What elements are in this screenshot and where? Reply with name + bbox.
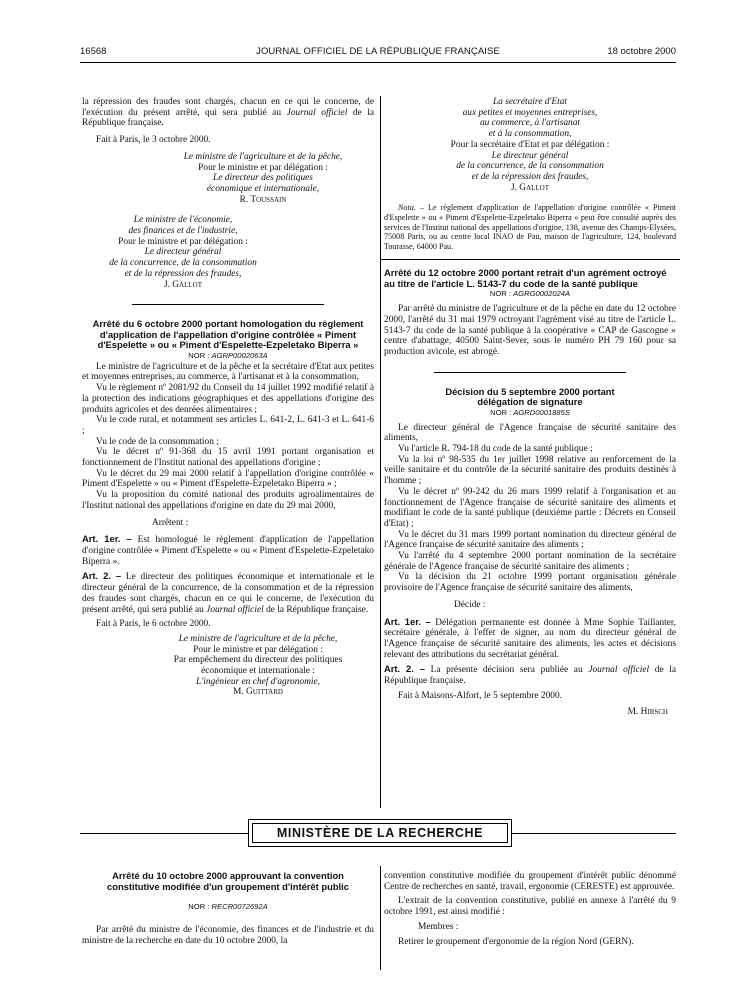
signatory-name: M. Guittard [233, 687, 283, 698]
paragraph: Vu le règlement nº 2081/92 du Conseil du 14 juillet 1992 modifié relatif à la protection des indications géographiques et des appellations d'origine des produits agricoles et des denrées alimentaires ; [82, 383, 374, 415]
ministry-banner [248, 819, 512, 847]
signature-guittard: Le ministre de l'agriculture et de la pêche, Pour le ministre et par délégation : Par empêchement du directeur des politiques économique et internationale : L'ingénieur en chef d'agronomie, M. Guittard [82, 634, 374, 698]
paragraph: Par arrêté du ministre de l'économie, des finances et de l'industrie et du ministre de la recherche en date du 10 octobre 2000, la [82, 924, 374, 946]
issue-date: 18 octobre 2000 [607, 46, 676, 57]
signature-agriculture: Le ministre de l'agriculture et de la pêche, Pour le ministre et par délégation : Le directeur des politiques économique et internationale, R. Toussain [82, 152, 374, 206]
paragraph: Le directeur général de l'Agence française de sécurité sanitaire des aliments, [384, 422, 676, 444]
paragraph: Vu la proposition du comité national des produits agroalimentaires de l'Institut national des appellations d'origine en date du 29 mai 2000, [82, 490, 374, 511]
paragraph: Vu le décret du 31 mars 1999 portant nomination du directeur général de l'Agence française de sécurité sanitaire des aliments ; [384, 529, 676, 551]
arretent-heading: Arrêtent : [152, 517, 189, 528]
paragraph: L'extrait de la convention constitutive, publié en annexe à l'arrêté du 9 octobre 1991, est ainsi modifié : [384, 896, 676, 918]
paragraph: Vu le décret du 29 mai 2000 relatif à l'appellation d'origine contrôlée « Piment d'Espelette » ou « Piment d'Espelette-Ezpeletako Biperra » ; [82, 468, 374, 490]
paragraph: Vu la loi nº 98-535 du 1er juillet 1998 relative au renforcement de la veille sanitaire et du contrôle de la sécurité sanitaire des produits destinés à l'homme ; [384, 454, 676, 487]
signatory-name: J. Gallot [163, 279, 203, 290]
ministry-rule-left [80, 833, 248, 834]
bottom-left-column [82, 871, 374, 946]
signatory-name: R. Toussain [239, 194, 287, 205]
paragraph: Vu le décret nº 99-242 du 26 mars 1999 relatif à l'organisation et au fonctionnement de l'Agence française de sécurité sanitaire des aliments et modifiant le code de la santé publique (deuxième partie : Décrets en Conseil d'Etat) ; [384, 486, 676, 529]
page-header [80, 46, 676, 60]
column-divider-bottom [380, 866, 381, 970]
ministry-rule-right [512, 833, 676, 834]
paragraph: Par arrêté du ministre de l'agriculture et de la pêche en date du 12 octobre 2000, l'arrêté du 31 mai 1979 octroyant l'agrément visé au titre de l'article L. 5143-7 du code de la santé publique à la coopérative « CAP de Gascogne » centre d'abattage, 40500 Saint-Sever, sous le numéro PH 79 160 pour sa production avicole, est abrogé. [384, 304, 676, 357]
paragraph: Le ministre de l'agriculture et de la pêche et la secrétaire d'Etat aux petites et moyennes entreprises, au commerce, à l'artisanat et à la consommation, [82, 361, 374, 383]
nota-note: Nota. – Le règlement d'application de l'appellation d'origine contrôlée « Piment d'Espelette » ou « Piment d'Espelette-Ezpeletako Biperra » peut être consulté auprès des services de l'Institut national des appellations d'origine, 138, avenue des Champs-Elysées, 75008 Paris, ou au centre local INAO de Pau, maison de l'agriculture, 124, boulevard Tourasse, 64000 Pau. [384, 203, 676, 251]
nor-reference: NOR : RECR0072692A [188, 902, 268, 912]
article-title-homologation: Arrêté du 6 octobre 2000 portant homologation du règlement d'application de l'appellation d'origine contrôlée « Piment d'Espelette » ou « Piment d'Espelette-Ezpeletako Biperra » [92, 318, 364, 351]
members-heading: Membres : [418, 921, 459, 932]
article-2: Art. 2. – La présente décision sera publiée au Journal officiel de la République française. [384, 663, 677, 687]
ministry-name: MINISTÈRE DE LA RECHERCHE [252, 823, 508, 843]
paragraph: Retirer le groupement d'ergonomie de la région Nord (GERN). [398, 936, 634, 947]
signature-economie: Le ministre de l'économie, des finances et de l'industrie, Pour le ministre et par délégation : Le directeur général de la concurrence, de la consommation et de la répression des fraudes, J. Gallot [82, 215, 374, 290]
fait-maisons-alfort: Fait à Maisons-Alfort, le 5 septembre 2000. [398, 690, 563, 701]
paragraph: Vu le code rural, et notamment ses articles L. 641-2, L. 641-3 et L. 641-6 ; [82, 415, 374, 436]
header-rule [80, 62, 676, 63]
article-title-convention: Arrêté du 10 octobre 2000 approuvant la convention constitutive modifiée d'un groupement d'intérêt public [107, 870, 349, 892]
signature-secretaire: La secrétaire d'Etat aux petites et moyennes entreprises, au commerce, à l'artisanat et à la consommation, Pour la secrétaire d'Etat et par délégation : Le directeur général de la concurrence, de la consommation et de la répression des fraudes, J. Gallot [384, 97, 676, 193]
paragraph: Vu le code de la consommation ; [96, 436, 219, 447]
nor-reference: NOR : AGRP0002063A [188, 351, 268, 361]
bottom-right-column [384, 871, 676, 947]
left-column [82, 97, 374, 698]
paragraph: Vu l'arrêté du 4 septembre 2000 portant nomination de la secrétaire générale de l'Agence française de sécurité sanitaire des aliments ; [384, 551, 676, 572]
intro-paragraph: la répression des fraudes sont chargés, chacun en ce qui le concerne, de l'exécution du présent arrêté, qui sera publié au Journal officiel de la République française. [82, 97, 375, 129]
article-1: Art. 1er. – Est homologué le règlement d'application de l'appellation d'origine contrôlée « Piment d'Espelette » ou « Piment d'Espelette-Ezpeletako Biperra ». [82, 533, 375, 567]
paragraph: Vu le décret nº 91-368 du 15 avril 1991 portant organisation et fonctionnement de l'Institut national des appellations d'origine ; [82, 447, 374, 469]
signatory-name: M. Hirsch [627, 707, 668, 718]
article-1: Art. 1er. – Délégation permanente est donnée à Mme Sophie Taillanter, secrétaire générale, à l'effet de signer, au nom du directeur général de l'Agence française de sécurité sanitaire des aliments, les actes et décisions relevant des attributions du secrétariat général. [384, 615, 677, 660]
nor-reference: NOR : AGRG0002024A [489, 289, 571, 299]
signatory-name: J. Gallot [510, 182, 550, 193]
paragraph: Vu la décision du 21 octobre 1999 portant organisation générale provisoire de l'Agence française de sécurité sanitaire des aliments, [384, 572, 676, 594]
paragraph: Vu l'article R. 794-18 du code de la santé publique ; [398, 444, 593, 454]
decide-heading: Décide : [454, 599, 486, 610]
paragraph: convention constitutive modifiée du groupement d'intérêt public dénommé Centre de recherches en santé, travail, ergonomie (CERESTE) est approuvée. [384, 871, 676, 892]
nor-reference: NOR : AGRD0001885S [490, 407, 570, 417]
right-column [384, 97, 676, 718]
fait-paris-1: Fait à Paris, le 3 octobre 2000. [96, 135, 211, 146]
column-divider [380, 96, 381, 808]
page-number: 16568 [80, 46, 107, 57]
article-2: Art. 2. – Le directeur des politiques économique et internationale et le directeur général de la concurrence, de la consommation et de la répression des fraudes sont chargés, chacun en ce qui le concerne, de l'exécution du présent arrêté, qui sera publié au Journal officiel de la République française. [82, 570, 375, 615]
journal-title: JOURNAL OFFICIEL DE LA RÉPUBLIQUE FRANÇAISE [256, 46, 500, 57]
article-title-retrait: Arrêté du 12 octobre 2000 portant retrait d'un agrément octroyé au titre de l'article L. 5143-7 du code de la santé publique [384, 267, 667, 289]
fait-paris-2: Fait à Paris, le 6 octobre 2000. [96, 619, 211, 630]
article-title-decision: Décision du 5 septembre 2000 portant délégation de signature [445, 385, 615, 408]
